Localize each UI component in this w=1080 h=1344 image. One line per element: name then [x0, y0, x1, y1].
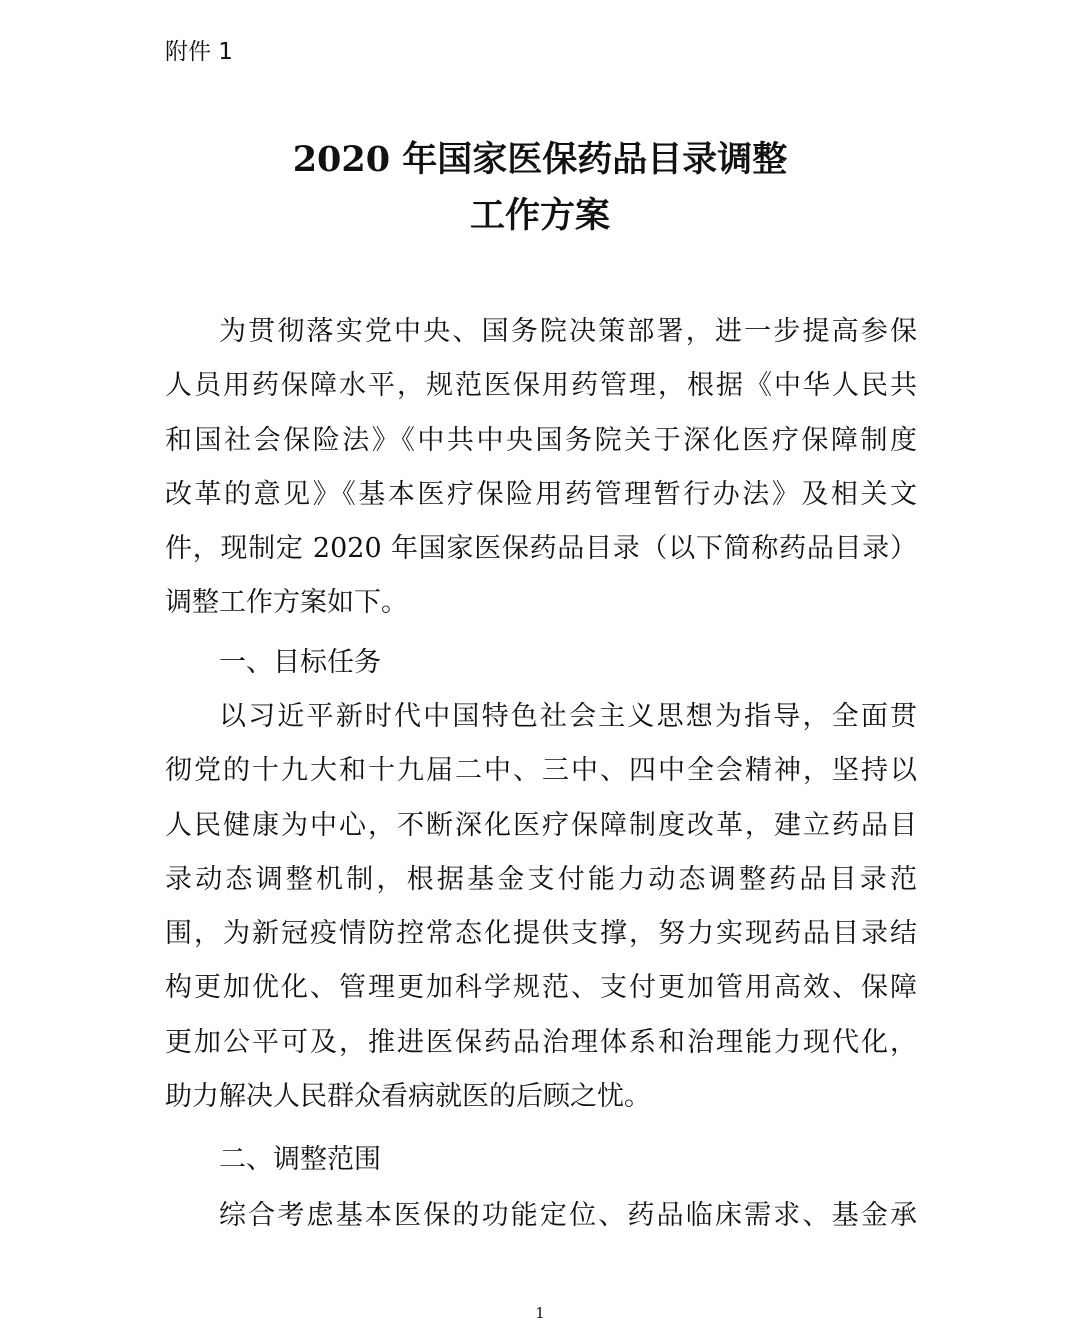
- section-heading-goals: 一、目标任务: [219, 647, 381, 678]
- paragraph-line: 人民健康为中心，不断深化医疗保障制度改革，建立药品目: [165, 809, 917, 841]
- document-title-line-1: 2020 年国家医保药品目录调整: [292, 139, 788, 180]
- paragraph-line: 围，为新冠疫情防控常态化提供支撑，努力实现药品目录结: [165, 918, 917, 950]
- page-number: 1: [535, 1304, 545, 1322]
- scope-paragraph: [165, 1189, 917, 1243]
- document-title-line-2: 工作方案: [469, 195, 610, 236]
- paragraph-line: 综合考虑基本医保的功能定位、药品临床需求、基金承: [219, 1200, 917, 1231]
- intro-paragraph: [165, 305, 917, 631]
- paragraph-line: 更加公平可及，推进医保药品治理体系和治理能力现代化，: [165, 1026, 917, 1058]
- paragraph-line: 助力解决人民群众看病就医的后顾之忧。: [165, 1081, 651, 1113]
- paragraph-line: 构更加优化、管理更加科学规范、支付更加管用高效、保障: [165, 972, 917, 1004]
- section-heading-scope: 二、调整范围: [219, 1144, 381, 1175]
- paragraph-line: 调整工作方案如下。: [165, 587, 408, 619]
- paragraph-line: 彻党的十九大和十九届二中、三中、四中全会精神，坚持以: [165, 755, 917, 787]
- paragraph-line: 和国社会保险法》《中共中央国务院关于深化医疗保障制度: [165, 424, 917, 456]
- paragraph-line: 以习近平新时代中国特色社会主义思想为指导，全面贯: [219, 701, 917, 732]
- paragraph-line: 人员用药保障水平，规范医保用药管理，根据《中华人民共: [165, 370, 917, 402]
- paragraph-line: 件，现制定 2020 年国家医保药品目录（以下简称药品目录）: [165, 533, 917, 565]
- paragraph-line: 改革的意见》《基本医疗保险用药管理暂行办法》及相关文: [165, 478, 917, 510]
- goals-paragraph: [165, 690, 917, 1124]
- attachment-label: 附件 1: [165, 39, 233, 65]
- paragraph-line: 为贯彻落实党中央、国务院决策部署，进一步提高参保: [219, 316, 917, 347]
- paragraph-line: 录动态调整机制，根据基金支付能力动态调整药品目录范: [165, 863, 917, 895]
